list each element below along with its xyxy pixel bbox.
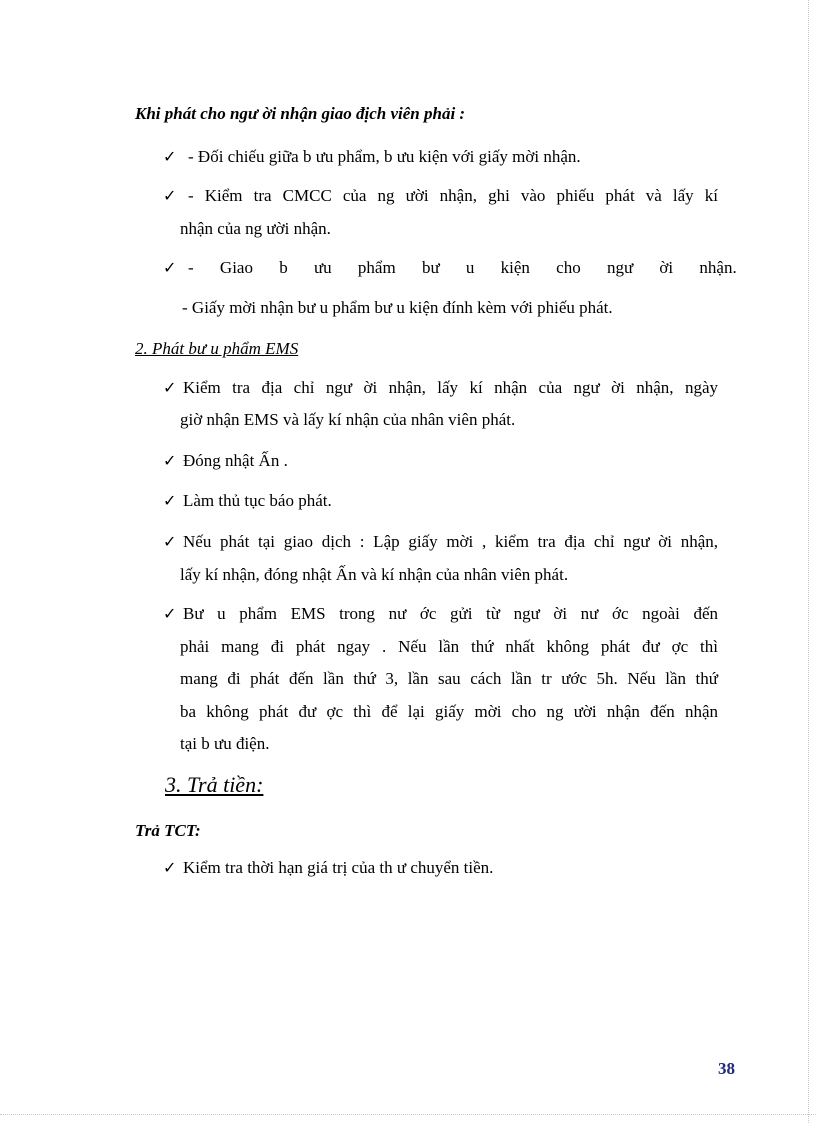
list-item-line: Kiểm tra địa chỉ ngư ời nhận, lấy kí nhận của ngư ời nhận, ngày (183, 378, 718, 397)
checkmark-icon: ✓ (163, 491, 177, 510)
list-item-line: - Giao b ưu phẩm bư u kiện cho ngư ời nhận. (188, 258, 737, 277)
section-title: 2. Phát bư u phẩm EMS (135, 339, 299, 358)
list-item: Làm thủ tục báo phát. (183, 491, 332, 510)
list-item-line: ba không phát đư ợc thì để lại giấy mời cho ng ười nhận đến nhận (180, 702, 718, 721)
list-item-line: nhận của ng ười nhận. (180, 219, 331, 238)
list-item-line: - Giấy mời nhận bư u phẩm bư u kiện đính kèm với phiếu phát. (182, 298, 613, 317)
list-item-line: - Kiểm tra CMCC của ng ười nhận, ghi vào phiếu phát và lấy kí (188, 186, 718, 205)
checkmark-icon: ✓ (163, 258, 177, 277)
list-item-line: phải mang đi phát ngay . Nếu lần thứ nhất không phát đư ợc thì (180, 637, 718, 656)
checkmark-icon: ✓ (163, 186, 177, 205)
checkmark-icon: ✓ (163, 378, 177, 397)
page-number: 38 (718, 1059, 735, 1078)
page-border-right (808, 0, 809, 1123)
list-item-line: Nếu phát tại giao dịch : Lập giấy mời , kiểm tra địa chỉ ngư ời nhận, (183, 532, 718, 551)
list-item: Đóng nhật Ấn . (183, 451, 288, 470)
subheading: Trả TCT: (135, 821, 201, 840)
list-item-line: tại b ưu điện. (180, 734, 270, 753)
checkmark-icon: ✓ (163, 858, 177, 877)
section-heading: Khi phát cho ngư ời nhận giao địch viên phải : (135, 104, 466, 123)
list-item-line: mang đi phát đến lần thứ 3, lần sau cách lần tr ước 5h. Nếu lần thứ (180, 669, 718, 688)
checkmark-icon: ✓ (163, 532, 177, 551)
list-item: - Đối chiếu giữa b ưu phẩm, b ưu kiện với giấy mời nhận. (188, 147, 581, 166)
checkmark-icon: ✓ (163, 604, 177, 623)
list-item-line: Bư u phẩm EMS trong nư ớc gửi từ ngư ời nư ớc ngoài đến (183, 604, 718, 623)
checkmark-icon: ✓ (163, 147, 177, 166)
list-item-line: lấy kí nhận, đóng nhật Ấn và kí nhận của nhân viên phát. (180, 565, 569, 584)
list-item: Kiểm tra thời hạn giá trị của th ư chuyển tiền. (183, 858, 494, 877)
checkmark-icon: ✓ (163, 451, 177, 470)
page-border-bottom (0, 1114, 816, 1115)
section-title: 3. Trả tiền: (165, 772, 264, 797)
list-item-line: giờ nhận EMS và lấy kí nhận của nhân viên phát. (180, 410, 516, 429)
